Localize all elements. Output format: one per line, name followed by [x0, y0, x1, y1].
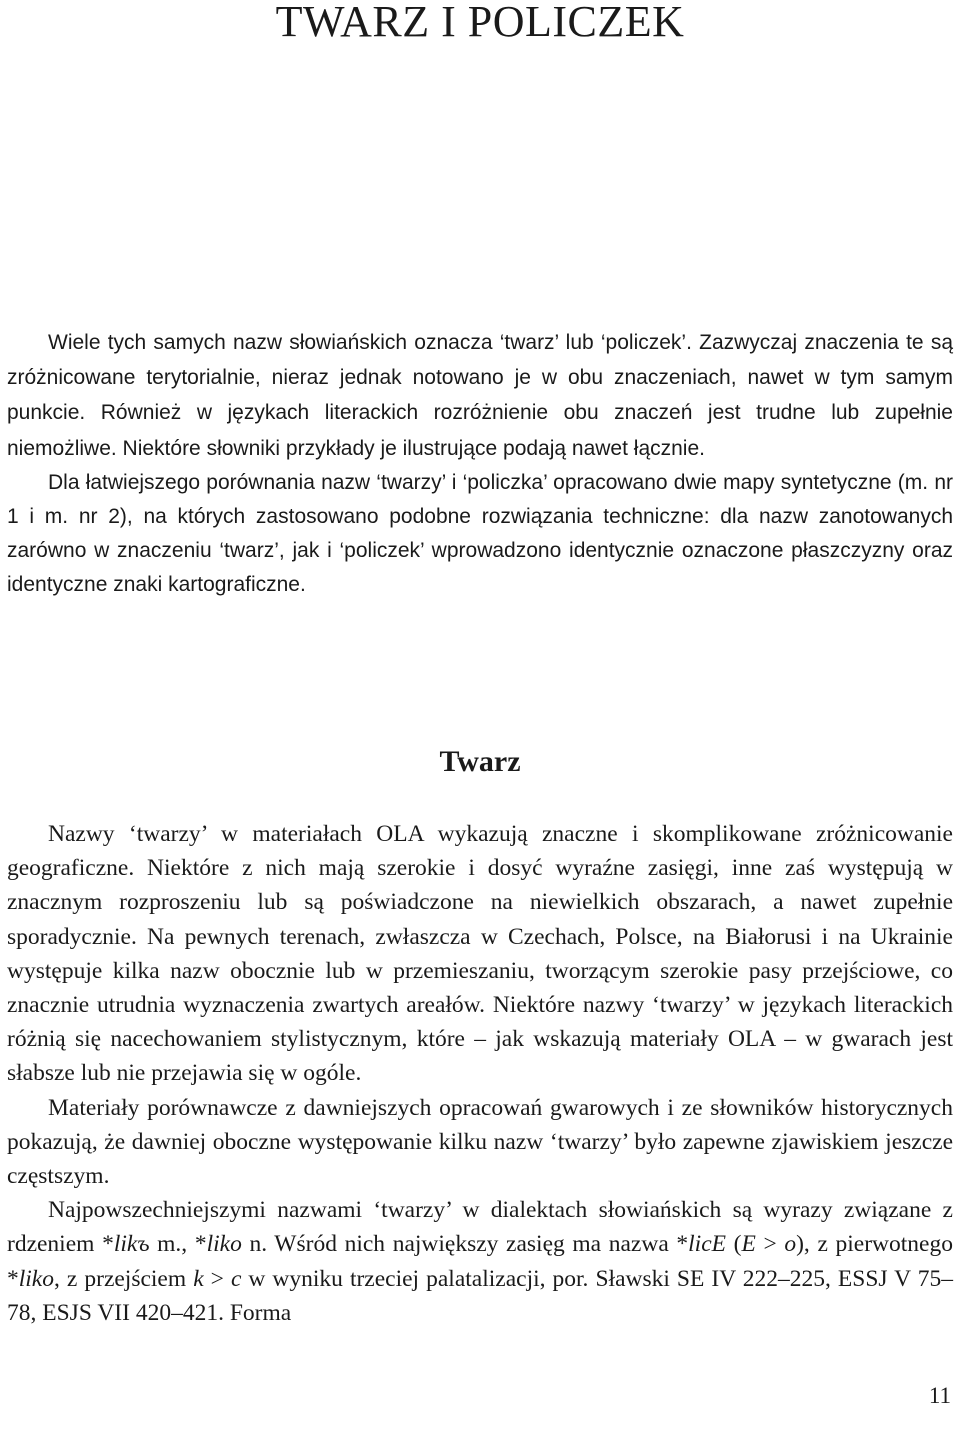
section-paragraph-3 [7, 1193, 953, 1330]
p3-text-i: w wyniku trzeciej palatalizacji, por. Sławski SE IV 222–225, ESSJ V 75–78, ESJS VII 420–421. Forma [7, 1265, 954, 1326]
p3-text-d: ( [726, 1231, 742, 1258]
p3-text-a: Najpowszechniejszymi nazwami ‘twarzy’ w dialektach słowiańskich są wyrazy związane z rdzeniem * [7, 1197, 953, 1258]
etymon-form-6: liko [18, 1265, 54, 1292]
intro-paragraph-1 [7, 325, 953, 466]
p3-text-e: > [755, 1231, 785, 1258]
etymon-form-7: k [193, 1265, 204, 1292]
page-number: 11 [928, 1383, 951, 1408]
p3-text-h: > [203, 1265, 231, 1292]
p3-text-f: ), z pierwotnego * [7, 1231, 953, 1292]
etymon-form-1: likъ [113, 1231, 150, 1258]
page-title: TWARZ I POLICZEK [275, 0, 685, 46]
etymon-form-4: E [741, 1231, 756, 1258]
section-paragraph-2: Materiały porównawcze z dawniejszych opracowań gwarowych i ze słowników historycznych pokazują, że dawniej oboczne występowanie kilku nazw ‘twarzy’ było zapewne zjawiskiem jeszcze częstszym. [7, 1094, 953, 1190]
etymon-form-2: liko [206, 1231, 242, 1258]
etymon-form-5: o [784, 1231, 797, 1258]
p3-text-g: , z przejściem [54, 1265, 194, 1292]
section-heading: Twarz [439, 745, 521, 778]
intro-section [7, 325, 953, 603]
section-paragraph-1: Nazwy ‘twarzy’ w materiałach OLA wykazują znaczne i skomplikowane zróżnicowanie geograficzne. Niektóre z nich mają szerokie i dosyć wyraźne zasięgi, inne zaś występują w znacznym rozproszeniu lub są poświadczone na niewielkich obszarach, a nawet zupełnie sporadycznie. Na pewnych terenach, zwłaszcza w Czechach, Polsce, na Białorusi i na Ukrainie występuje kilka nazw obocznie lub w przemieszaniu, tworzącym szerokie pasy przejściowe, co znacznie utrudnia wyznaczenia zwartych areałów. Niektóre nazwy ‘twarzy’ w językach literackich różnią się nacechowaniem stylistycznym, które – jak wskazują materiały OLA – w gwarach jest słabsze lub nie przejawia się w ogóle. [7, 821, 953, 1087]
twarz-section [7, 817, 953, 1330]
intro-paragraph-1-text: Wiele tych samych nazw słowiańskich oznacza ‘twarz’ lub ‘policzek’. Zazwyczaj znaczenia te są zróżnicowane terytorialnie, nieraz jednak notowano je w obu znaczeniach, nawet w tym samym punkcie. Również w językach literackich rozróżnienie obu znaczeń jest trudne lub zupełnie niemożliwe. Niektóre słowniki przykłady je ilustrujące podają nawet łącznie. [7, 331, 953, 460]
intro-paragraph-2: Dla łatwiejszego porównania nazw ‘twarzy’ i ‘policzka’ opracowano dwie mapy syntetyczne (m. nr 1 i m. nr 2), na których zastosowano podobne rozwiązania techniczne: dla nazw zanotowanych zarówno w znaczeniu ‘twarz’, jak i ‘policzek’ wprowadzono identycznie oznaczone płaszczyzny oraz identyczne znaki kartograficzne. [7, 470, 953, 597]
etymon-form-8: c [230, 1265, 242, 1292]
p3-text-c: n. Wśród nich największy zasięg ma nazwa * [241, 1231, 689, 1258]
etymon-form-3: licE [688, 1231, 726, 1258]
p3-text-b: m., * [149, 1231, 207, 1258]
